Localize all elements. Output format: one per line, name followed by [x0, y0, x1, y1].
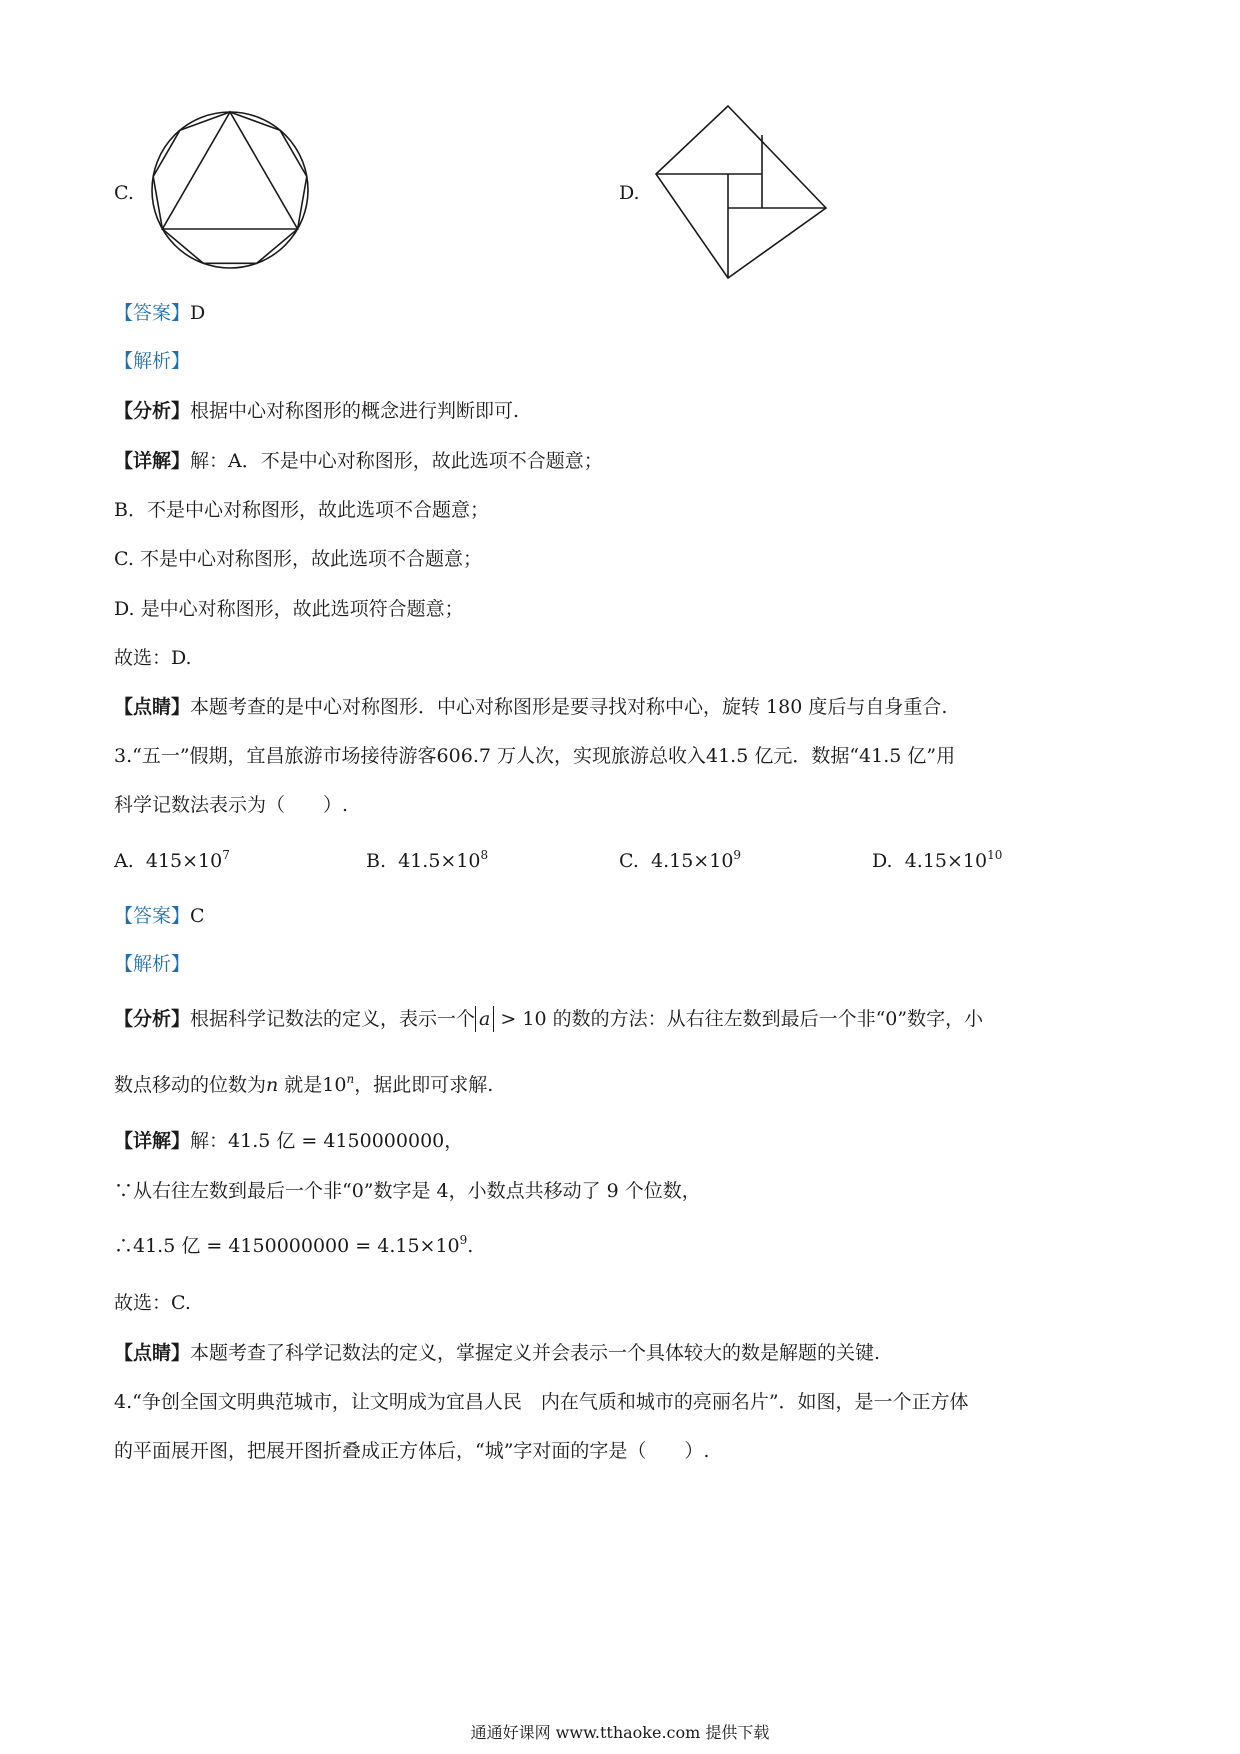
q3-analysis-tag: 【解析】: [114, 953, 191, 975]
option-d-label: D.: [619, 182, 640, 204]
q2-answer: [114, 300, 205, 326]
fenxi-text-a: 根据科学记数法的定义，表示一个: [190, 1008, 476, 1030]
option-exp: 7: [222, 848, 230, 862]
option-base: 415×10: [145, 850, 223, 872]
fenxi-tag: 【分析】: [114, 400, 191, 422]
option-base: 4.15×10: [904, 850, 988, 872]
option-label: B.: [366, 850, 387, 872]
option-exp: 8: [480, 848, 489, 862]
fenxi-line2-b: 就是10: [278, 1074, 347, 1096]
q3-option-a: [114, 848, 230, 874]
q2-dianjing: [114, 694, 947, 720]
fenxi-n: n: [266, 1074, 279, 1096]
q3-stem-line1: 3.“五一”假期，宜昌旅游市场接待游客606.7 万人次，实现旅游总收入41.5 亿元．数据“41.5 亿”用: [114, 745, 956, 767]
option-label: A.: [114, 850, 134, 872]
q3-xiangjie: [114, 1128, 463, 1154]
q3-option-d: [872, 848, 1002, 874]
q2-line-b: B．不是中心对称图形，故此选项不合题意；: [114, 499, 489, 521]
option-c-label: C.: [114, 182, 134, 204]
option-label: C.: [619, 850, 639, 872]
dianjing-tag: 【点睛】: [114, 696, 191, 718]
option-base: 4.15×10: [651, 850, 734, 872]
dianjing-text: 本题考查了科学记数法的定义，掌握定义并会表示一个具体较大的数是解题的关键.: [190, 1342, 881, 1364]
fenxi-tag: 【分析】: [114, 1008, 191, 1030]
fenxi-line2-exp: n: [346, 1072, 355, 1086]
option-exp: 10: [987, 848, 1003, 862]
fenxi-text-b: > 10 的数的方法：从右往左数到最后一个非“0”数字，小: [494, 1008, 984, 1030]
page-footer: 通通好课网 www.tthaoke.com 提供下载: [470, 1723, 770, 1742]
xiangjie-text: 解：41.5 亿 = 4150000000，: [190, 1130, 464, 1152]
fenxi-line2-c: ，据此即可求解.: [354, 1074, 494, 1096]
q3-stem-line2: 科学记数法表示为（ ）.: [114, 794, 349, 816]
option-base: 41.5×10: [398, 850, 481, 872]
fenxi-line2-a: 数点移动的位数为: [114, 1074, 267, 1096]
answer-value: C: [190, 905, 205, 927]
xiangjie-tag: 【详解】: [114, 1130, 191, 1152]
dianjing-tag: 【点睛】: [114, 1342, 191, 1364]
q3-dianjing: [114, 1340, 880, 1366]
figure-d-pinwheel-square: [650, 100, 835, 285]
dianjing-text: 本题考查的是中心对称图形．中心对称图形是要寻找对称中心，旋转 180 度后与自身重合.: [190, 696, 948, 718]
q3-because: ∵从右往左数到最后一个非“0”数字是 4，小数点共移动了 9 个位数，: [114, 1180, 701, 1202]
answer-tag: 【答案】: [114, 302, 191, 324]
q2-xiangjie: [114, 448, 603, 474]
q3-option-c: [619, 848, 741, 874]
q3-choose: 故选：C.: [114, 1292, 191, 1314]
q3-fenxi-line2: [114, 1072, 493, 1098]
q2-choose: 故选：D.: [114, 647, 192, 669]
q2-analysis-tag: 【解析】: [114, 350, 191, 372]
answer-value: D: [190, 302, 206, 324]
abs-value: a: [475, 1006, 494, 1032]
q4-stem-line1: 4.“争创全国文明典范城市，让文明成为宜昌人民 内在气质和城市的亮丽名片”．如图，是一个正方体: [114, 1391, 969, 1413]
q4-stem-line2: 的平面展开图，把展开图折叠成正方体后，“城”字对面的字是（ ）.: [114, 1440, 710, 1462]
q3-fenxi-line1: [114, 1006, 983, 1032]
q2-line-d: D. 是中心对称图形，故此选项符合题意；: [114, 598, 464, 620]
therefore-exp: 9: [459, 1233, 468, 1247]
figure-c-circle-polygons: [145, 105, 315, 275]
q3-answer: [114, 903, 205, 929]
xiangjie-tag: 【详解】: [114, 450, 191, 472]
q2-fenxi: [114, 398, 519, 424]
therefore-base: ∴41.5 亿 = 4150000000 = 4.15×10: [114, 1235, 460, 1257]
fenxi-text: 根据中心对称图形的概念进行判断即可.: [190, 400, 520, 422]
option-label: D.: [872, 850, 893, 872]
option-exp: 9: [733, 848, 742, 862]
q2-line-c: C. 不是中心对称图形，故此选项不合题意；: [114, 548, 482, 570]
xiangjie-text: 解：A．不是中心对称图形，故此选项不合题意；: [190, 450, 603, 472]
therefore-end: .: [467, 1235, 474, 1257]
q3-therefore: [114, 1233, 473, 1259]
q3-option-b: [366, 848, 488, 874]
answer-tag: 【答案】: [114, 905, 191, 927]
